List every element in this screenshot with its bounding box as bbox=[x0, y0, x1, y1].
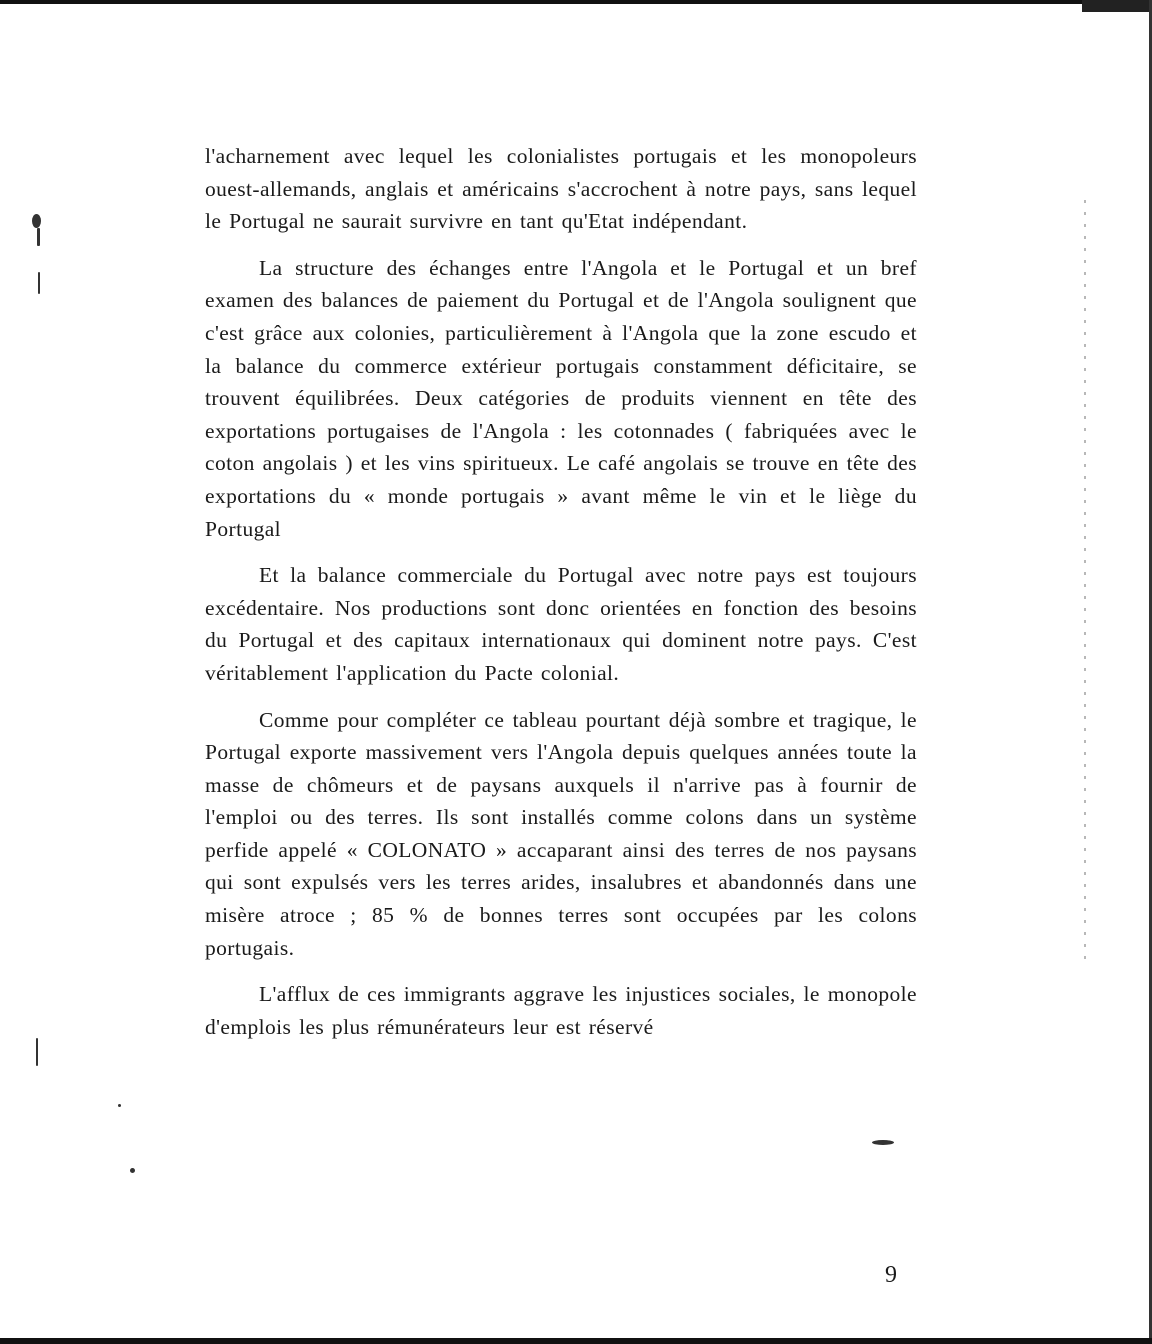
paragraph-2: La structure des échanges entre l'Angola et le Portugal et un bref examen des balances de paiement du Portugal et de l'Angola soulignent que c'est grâce aux colonies, particulièrement à l'Angola que la zone escudo et la balance du commerce extérieur portugais constamment déficitaire, se trouvent équilibrées. Deux catégories de produits viennent en tête des exportations portugaises de l'Angola : les cotonnades ( fabriquées avec le coton angolais ) et les vins spiritueux. Le café angolais se trouve en tête des exportations du « monde portugais » avant même le vin et le liège du Portugal bbox=[205, 255, 917, 541]
paragraph-3: Et la balance commerciale du Portugal avec notre pays est toujours excédentaire. Nos productions sont donc orientées en fonction des besoins du Portugal et des capitaux internationaux qui dominent notre pays. C'est véritablement l'application du Pacte colonial. bbox=[205, 563, 917, 685]
scan-speck bbox=[130, 1168, 135, 1173]
scan-speck bbox=[872, 1140, 894, 1145]
scan-edge-top bbox=[0, 0, 1152, 4]
scan-speck bbox=[37, 228, 40, 246]
page-body bbox=[205, 140, 917, 1043]
scan-speck bbox=[32, 214, 41, 228]
scan-speck bbox=[38, 272, 40, 294]
paragraph-5: L'afflux de ces immigrants aggrave les injustices sociales, le monopole d'emplois les plus rémunérateurs leur est réservé bbox=[205, 982, 917, 1039]
scan-margin-speckle bbox=[1084, 200, 1086, 960]
page-number: 9 bbox=[885, 1262, 897, 1288]
scan-edge-bottom bbox=[0, 1338, 1152, 1344]
paragraph-1: l'acharnement avec lequel les colonialistes portugais et les monopoleurs ouest-allemands, anglais et américains s'accrochent à notre pays, sans lequel le Portugal ne saurait survivre en tant qu'Etat indépendant. bbox=[205, 144, 917, 234]
scan-speck bbox=[118, 1104, 121, 1107]
paragraph-4: Comme pour compléter ce tableau pourtant déjà sombre et tragique, le Portugal exporte massivement vers l'Angola depuis quelques années toute la masse de chômeurs et de paysans auxquels il n'arrive pas à fournir de l'emploi ou des terres. Ils sont installés comme colons dans un système perfide appelé « COLONATO » accaparant ainsi des terres de nos paysans qui sont expulsés vers les terres arides, insalubres et abandonnés dans une misère atroce ; 85 % de bonnes terres sont occupées par les colons portugais. bbox=[205, 707, 917, 960]
scan-speck bbox=[36, 1038, 38, 1066]
scan-edge-corner bbox=[1082, 0, 1152, 12]
